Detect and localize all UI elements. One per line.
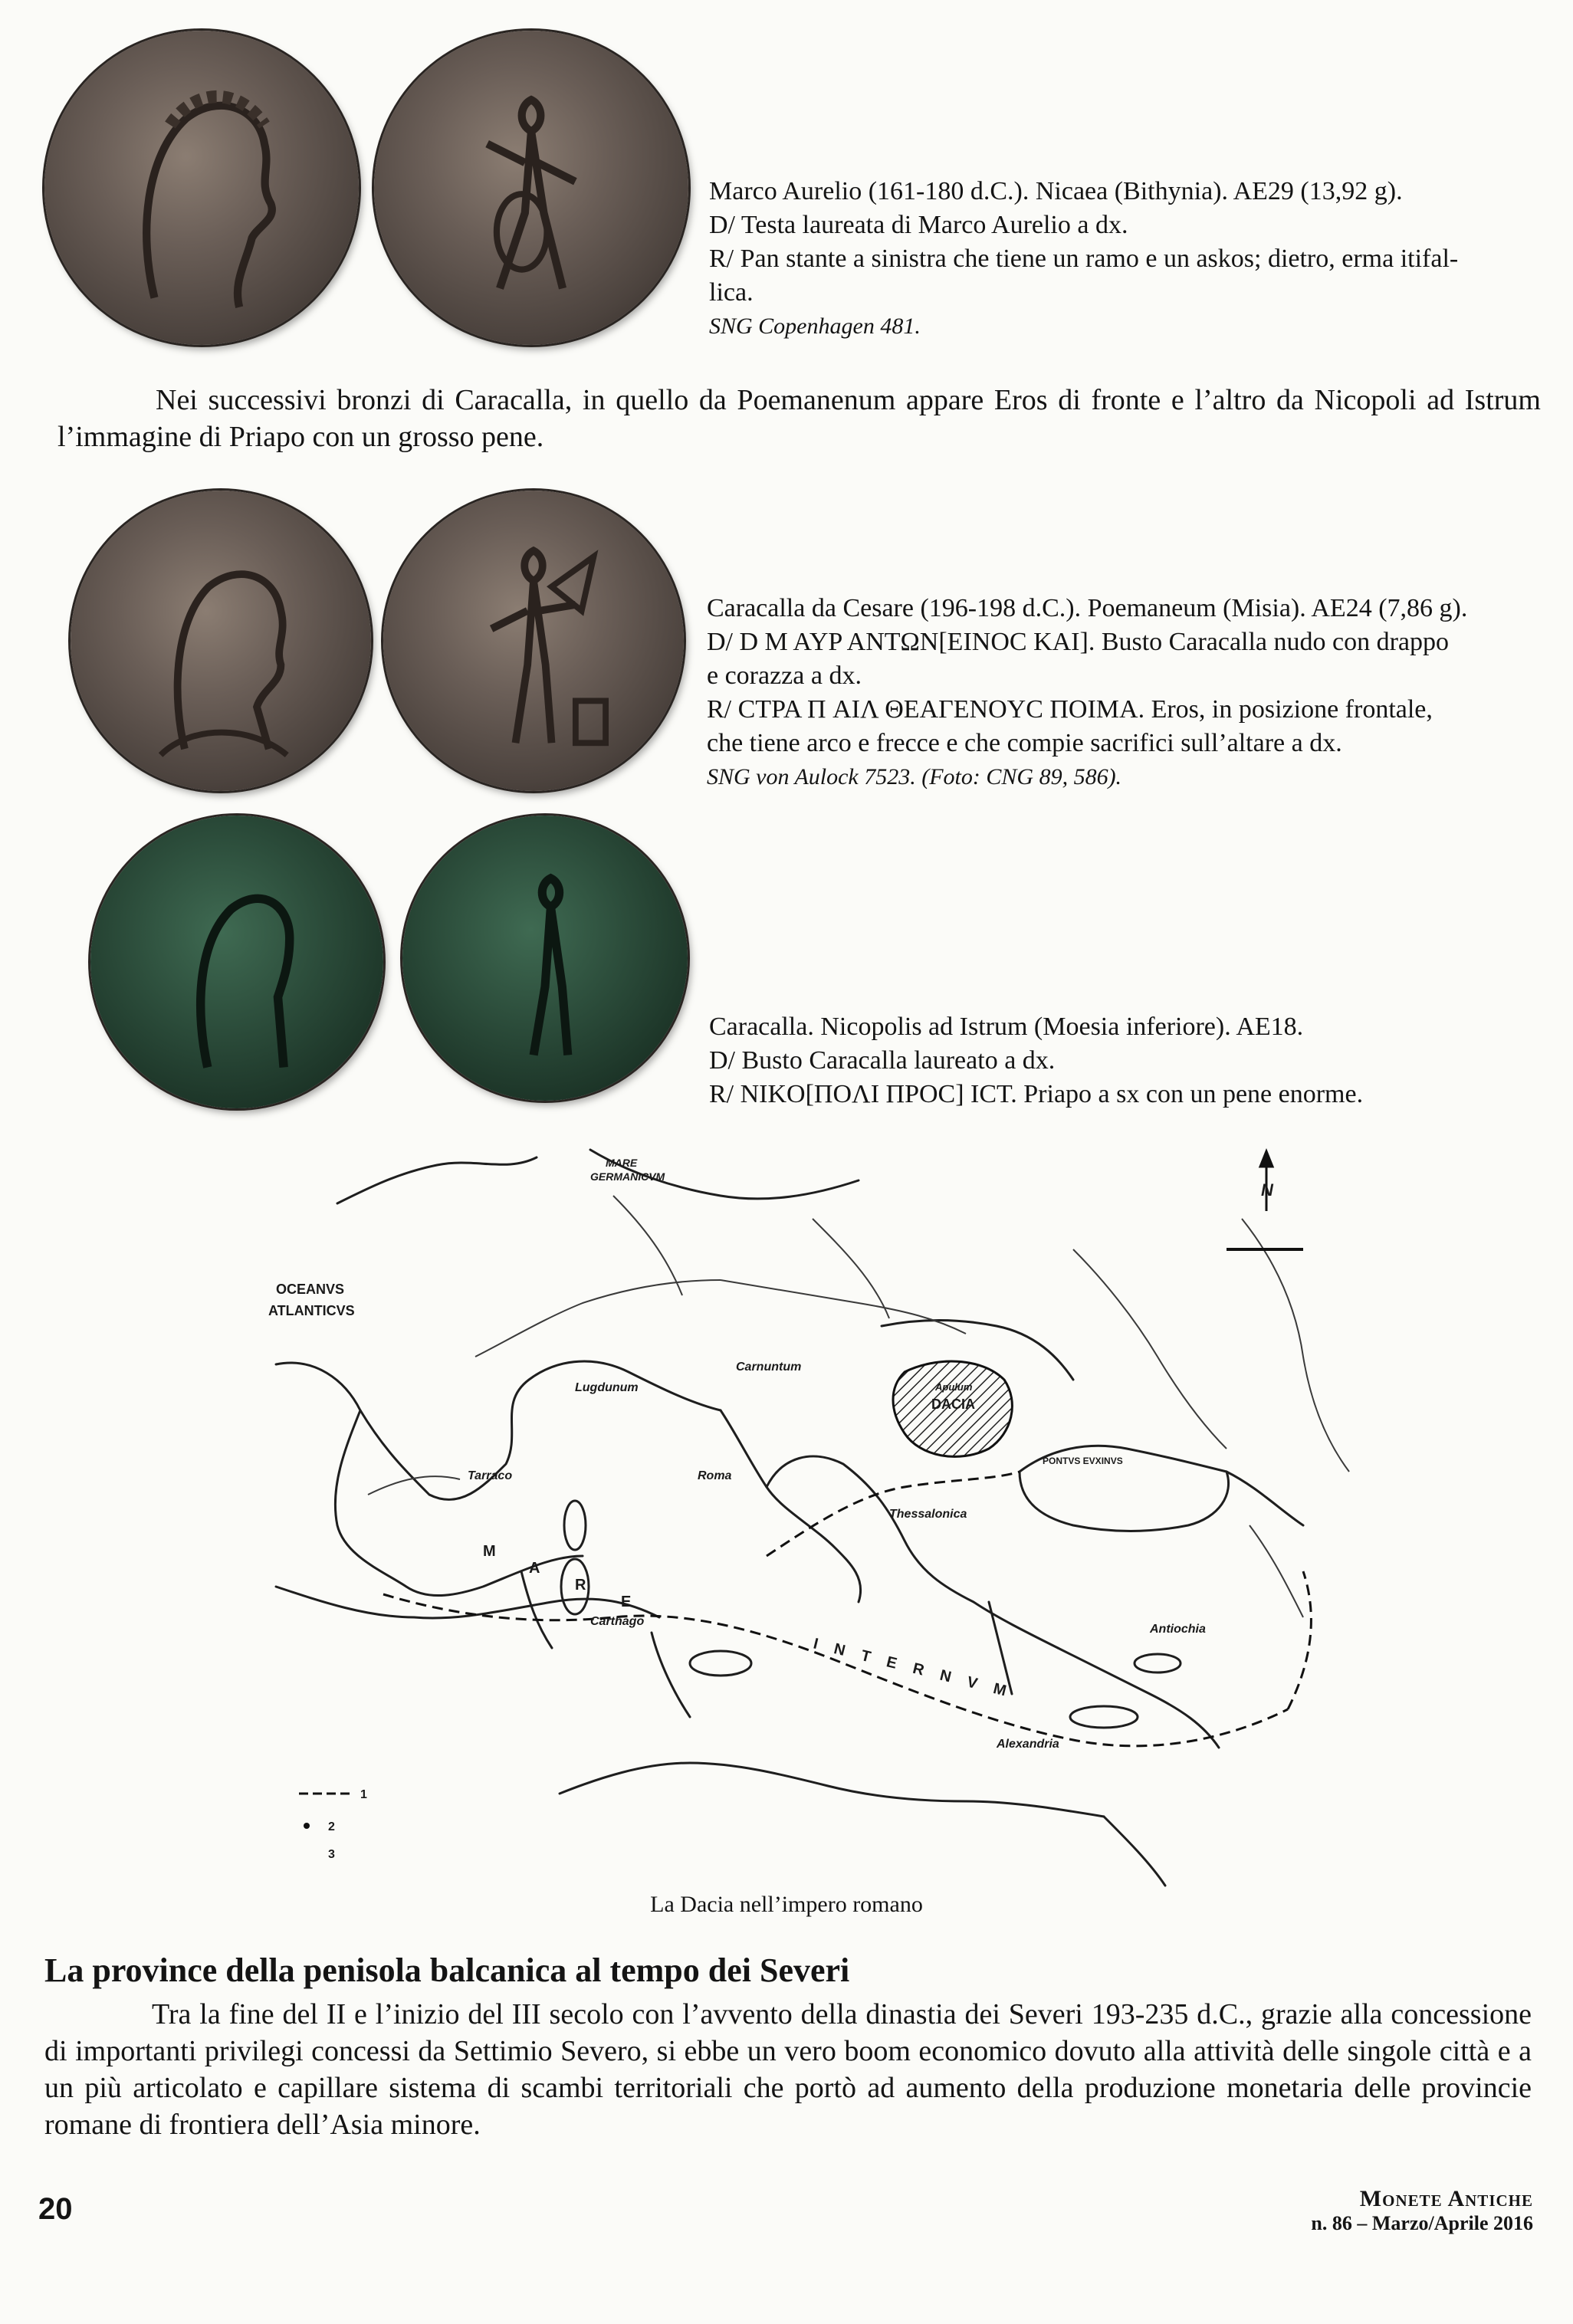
caption-line: e corazza a dx. <box>707 661 862 690</box>
map-label-mare: E <box>621 1594 632 1610</box>
legend-label: 2 <box>328 1820 335 1833</box>
north-label: N <box>1261 1180 1273 1200</box>
coin3-reverse-image <box>402 816 688 1101</box>
map-label-pontus: PONTVS EVXINVS <box>1043 1456 1123 1466</box>
caption-line: D/ Busto Caracalla laureato a dx. <box>709 1046 1056 1075</box>
caption-line: D/ Testa laureata di Marco Aurelio a dx. <box>709 211 1128 239</box>
caption-line: Marco Aurelio (161-180 d.C.). Nicaea (Bithynia). AE29 (13,92 g). <box>709 177 1403 205</box>
map-label-lugdunum: Lugdunum <box>575 1381 639 1394</box>
coin3-caption <box>709 1010 1363 1111</box>
map-label-tarraco: Tarraco <box>468 1469 513 1482</box>
map-label-internum: INTERNVM <box>811 1635 1025 1704</box>
page-number: 20 <box>38 2192 73 2226</box>
magazine-footer <box>1311 2186 1533 2235</box>
map-label-dacia: DACIA <box>931 1397 975 1412</box>
map-label-carthago: Carthago <box>590 1615 645 1628</box>
map-label-mare: R <box>575 1577 586 1594</box>
caption-line: Caracalla. Nicopolis ad Istrum (Moesia inferiore). AE18. <box>709 1013 1304 1041</box>
map-label-mare-germanicum: MARE <box>606 1157 638 1169</box>
magazine-issue: n. 86 – Marzo/Aprile 2016 <box>1311 2212 1533 2234</box>
section-paragraph: Tra la fine del II e l’inizio del III secolo con l’avvento della dinastia dei Severi 193-235 d.C., grazie alla concessione di importanti privilegi concessi da Settimio Severo, si ebbe un vero boom economico dovuto alla attività delle singole città e a un più articolato e capillare sistema di scambi territoriali che portò ad aumento della produzione monetaria delle provincie romane di frontiera dell’Asia minore. <box>44 1998 1532 2141</box>
coin1-obverse-image <box>44 31 359 345</box>
map-drawing <box>230 1127 1395 1893</box>
caption-line: D/ D M AYP ANTΩN[EINOC KAI]. Busto Caracalla nudo con drappo <box>707 628 1450 656</box>
map-caption: La Dacia nell’impero romano <box>650 1892 923 1917</box>
map-label-mare: M <box>483 1543 496 1560</box>
map-label-roma: Roma <box>698 1469 732 1482</box>
portrait-head-icon <box>44 31 359 345</box>
caption-reference: SNG Copenhagen 481. <box>709 313 921 339</box>
map-label-antiochia: Antiochia <box>1150 1623 1206 1636</box>
portrait-bust-icon <box>71 491 371 791</box>
map-label-mare: A <box>529 1560 540 1577</box>
legend-label: 1 <box>360 1788 367 1801</box>
standing-figure-icon <box>374 31 688 345</box>
caption-line: R/ CTPA Π AIΛ ΘEAΓENOYC ΠOIMA. Eros, in posizione frontale, <box>707 695 1433 724</box>
caption-line: lica. <box>709 278 754 307</box>
caption-line: Caracalla da Cesare (196-198 d.C.). Poemaneum (Misia). AE24 (7,86 g). <box>707 594 1468 622</box>
legend-label: 3 <box>328 1848 335 1861</box>
coin1-caption <box>709 175 1458 343</box>
portrait-bust-icon <box>90 816 383 1108</box>
map-label-apulum: Apulum <box>935 1381 973 1393</box>
map-label-carnuntum: Carnuntum <box>736 1361 802 1374</box>
eros-figure-icon <box>383 491 684 791</box>
coin2-obverse-image <box>71 491 371 791</box>
priapus-figure-icon <box>402 816 688 1101</box>
coin1-reverse-image <box>374 31 688 345</box>
caption-reference: SNG von Aulock 7523. (Foto: CNG 89, 586). <box>707 764 1122 789</box>
map-label-mare-germanicum: GERMANICVM <box>590 1170 665 1183</box>
intro-paragraph: Nei successivi bronzi di Caracalla, in quello da Poemanenum appare Eros di fronte e l’altro da Nicopoli ad Istrum l’immagine di Priapo con un grosso pene. <box>57 384 1541 453</box>
magazine-title: Monete Antiche <box>1359 2186 1533 2211</box>
map-legend <box>230 1788 367 1861</box>
map-label-oceanus: ATLANTICVS <box>268 1303 355 1318</box>
caption-line: che tiene arco e frecce e che compie sacrifici sull’altare a dx. <box>707 729 1342 757</box>
caption-line: R/ Pan stante a sinistra che tiene un ramo e un askos; dietro, erma itifal- <box>709 245 1459 273</box>
coin3-obverse-image <box>90 816 383 1108</box>
map-label-oceanus: OCEANVS <box>276 1282 345 1297</box>
coin2-caption <box>707 592 1467 794</box>
section-heading: La province della penisola balcanica al tempo dei Severi <box>44 1951 850 1989</box>
coin2-reverse-image <box>383 491 684 791</box>
caption-line: R/ NIKO[ΠOΛI ΠPOC] ICT. Priapo a sx con un pene enorme. <box>709 1080 1364 1108</box>
map-label-alexandria: Alexandria <box>997 1738 1059 1751</box>
map-dacia-roman-empire <box>230 1127 1395 1893</box>
map-label-thessalonica: Thessalonica <box>889 1508 967 1521</box>
